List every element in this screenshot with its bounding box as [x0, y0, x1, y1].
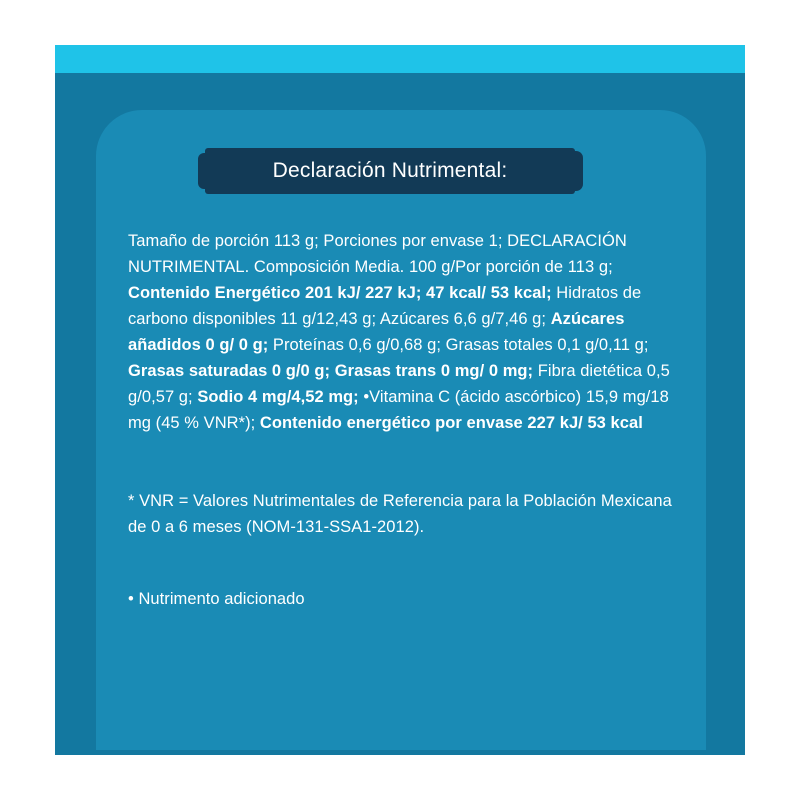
added-nutrient-text: • Nutrimento adicionado — [128, 590, 305, 608]
title-ribbon — [205, 148, 575, 194]
label-content — [128, 228, 678, 612]
page-title: Declaración Nutrimental: — [272, 159, 508, 182]
nutrition-declaration-text: Tamaño de porción 113 g; Porciones por envase 1; DECLARACIÓN NUTRIMENTAL. Composición Media. 100 g/Por porción de 113 g; Contenido Energético 201 kJ/ 227 kJ; 47 kcal/ 53 kcal; Hidratos de carbono disponibles 11 g/12,43 g; Azúcares 6,6 g/7,46 g; Azúcares añadidos 0 g/ 0 g; Proteínas 0,6 g/0,68 g; Grasas totales 0,1 g/0,11 g; Grasas saturadas 0 g/0 g; Grasas trans 0 mg/ 0 mg; Fibra dietética 0,5 g/0,57 g; Sodio 4 mg/4,52 mg; •Vitamina C (ácido ascórbico) 15,9 mg/18 mg (45 % VNR*); Contenido energético por envase 227 kJ/ 53 kcal — [128, 232, 670, 432]
top-accent-stripe — [55, 45, 745, 73]
vnr-footnote-text: * VNR = Valores Nutrimentales de Referencia para la Población Mexicana de 0 a 6 meses (NOM-131-SSA1-2012). — [128, 492, 672, 536]
